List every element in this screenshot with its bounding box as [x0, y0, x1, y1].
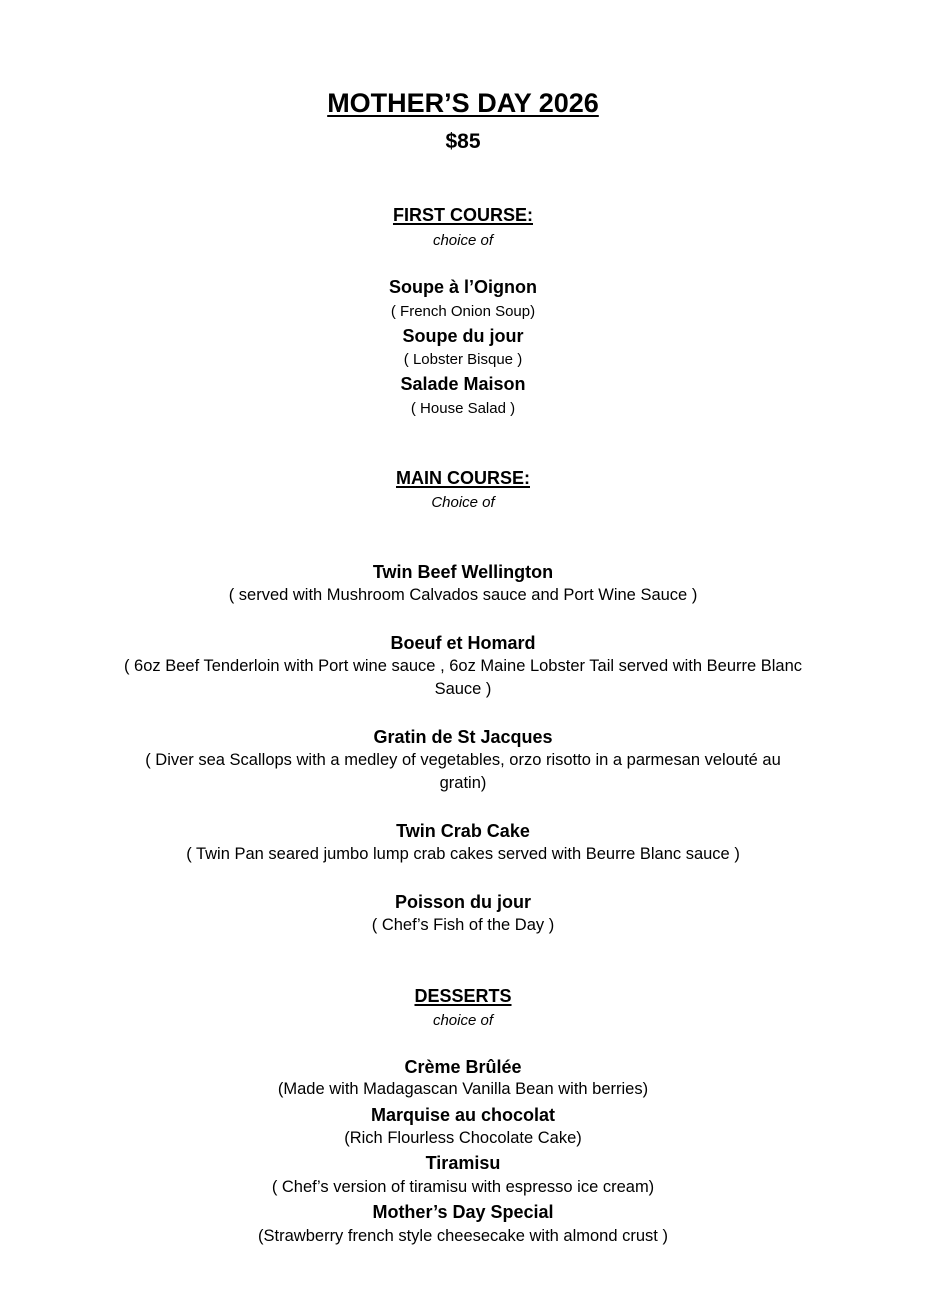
- menu-item-name: Gratin de St Jacques: [373, 727, 553, 747]
- menu-item-desc: Sauce ): [434, 680, 492, 698]
- first-course-heading: FIRST COURSE:: [392, 205, 533, 225]
- desserts-choice: choice of: [432, 1012, 494, 1029]
- menu-item-desc: (Rich Flourless Chocolate Cake): [344, 1129, 582, 1147]
- menu-price: $85: [445, 130, 481, 153]
- menu-item-name: Twin Beef Wellington: [372, 562, 554, 582]
- desserts-heading: DESSERTS: [414, 986, 512, 1006]
- menu-item-name: Tiramisu: [425, 1153, 501, 1173]
- menu-item-name: Marquise au chocolat: [370, 1105, 556, 1125]
- menu-item-name: Soupe du jour: [402, 326, 524, 346]
- menu-item-desc: ( Chef’s Fish of the Day ): [371, 916, 555, 934]
- main-course-choice: Choice of: [431, 494, 495, 511]
- menu-item-desc: ( served with Mushroom Calvados sauce and Port Wine Sauce ): [228, 586, 698, 604]
- menu-item-name: Crème Brûlée: [404, 1057, 522, 1077]
- menu-item-desc: ( Chef’s version of tiramisu with espresso ice cream): [271, 1178, 655, 1196]
- menu-item-name: Salade Maison: [400, 374, 526, 394]
- menu-item-name: Twin Crab Cake: [396, 821, 530, 841]
- menu-item-desc: ( Diver sea Scallops with a medley of vegetables, orzo risotto in a parmesan velouté au: [145, 751, 781, 769]
- menu-item-desc: (Strawberry french style cheesecake with almond crust ): [258, 1227, 668, 1245]
- main-course-heading: MAIN COURSE:: [396, 468, 530, 488]
- menu-item-name: Soupe à l’Oignon: [389, 277, 537, 297]
- menu-item-desc: ( French Onion Soup): [390, 303, 536, 320]
- menu-title: MOTHER’S DAY 2026: [327, 88, 599, 118]
- menu-item-desc: gratin): [439, 774, 487, 792]
- menu-item-desc: ( House Salad ): [410, 400, 516, 417]
- menu-item-name: Poisson du jour: [394, 892, 531, 912]
- menu-item-desc: ( 6oz Beef Tenderloin with Port wine sauce , 6oz Maine Lobster Tail served with Beurre Blanc: [123, 657, 803, 675]
- menu-item-desc: ( Lobster Bisque ): [403, 351, 523, 368]
- first-course-choice: choice of: [432, 232, 494, 249]
- menu-item-name: Mother’s Day Special: [372, 1202, 554, 1222]
- menu-item-desc: (Made with Madagascan Vanilla Bean with berries): [277, 1080, 649, 1098]
- menu-item-desc: ( Twin Pan seared jumbo lump crab cakes served with Beurre Blanc sauce ): [186, 845, 740, 863]
- menu-item-name: Boeuf et Homard: [390, 633, 536, 653]
